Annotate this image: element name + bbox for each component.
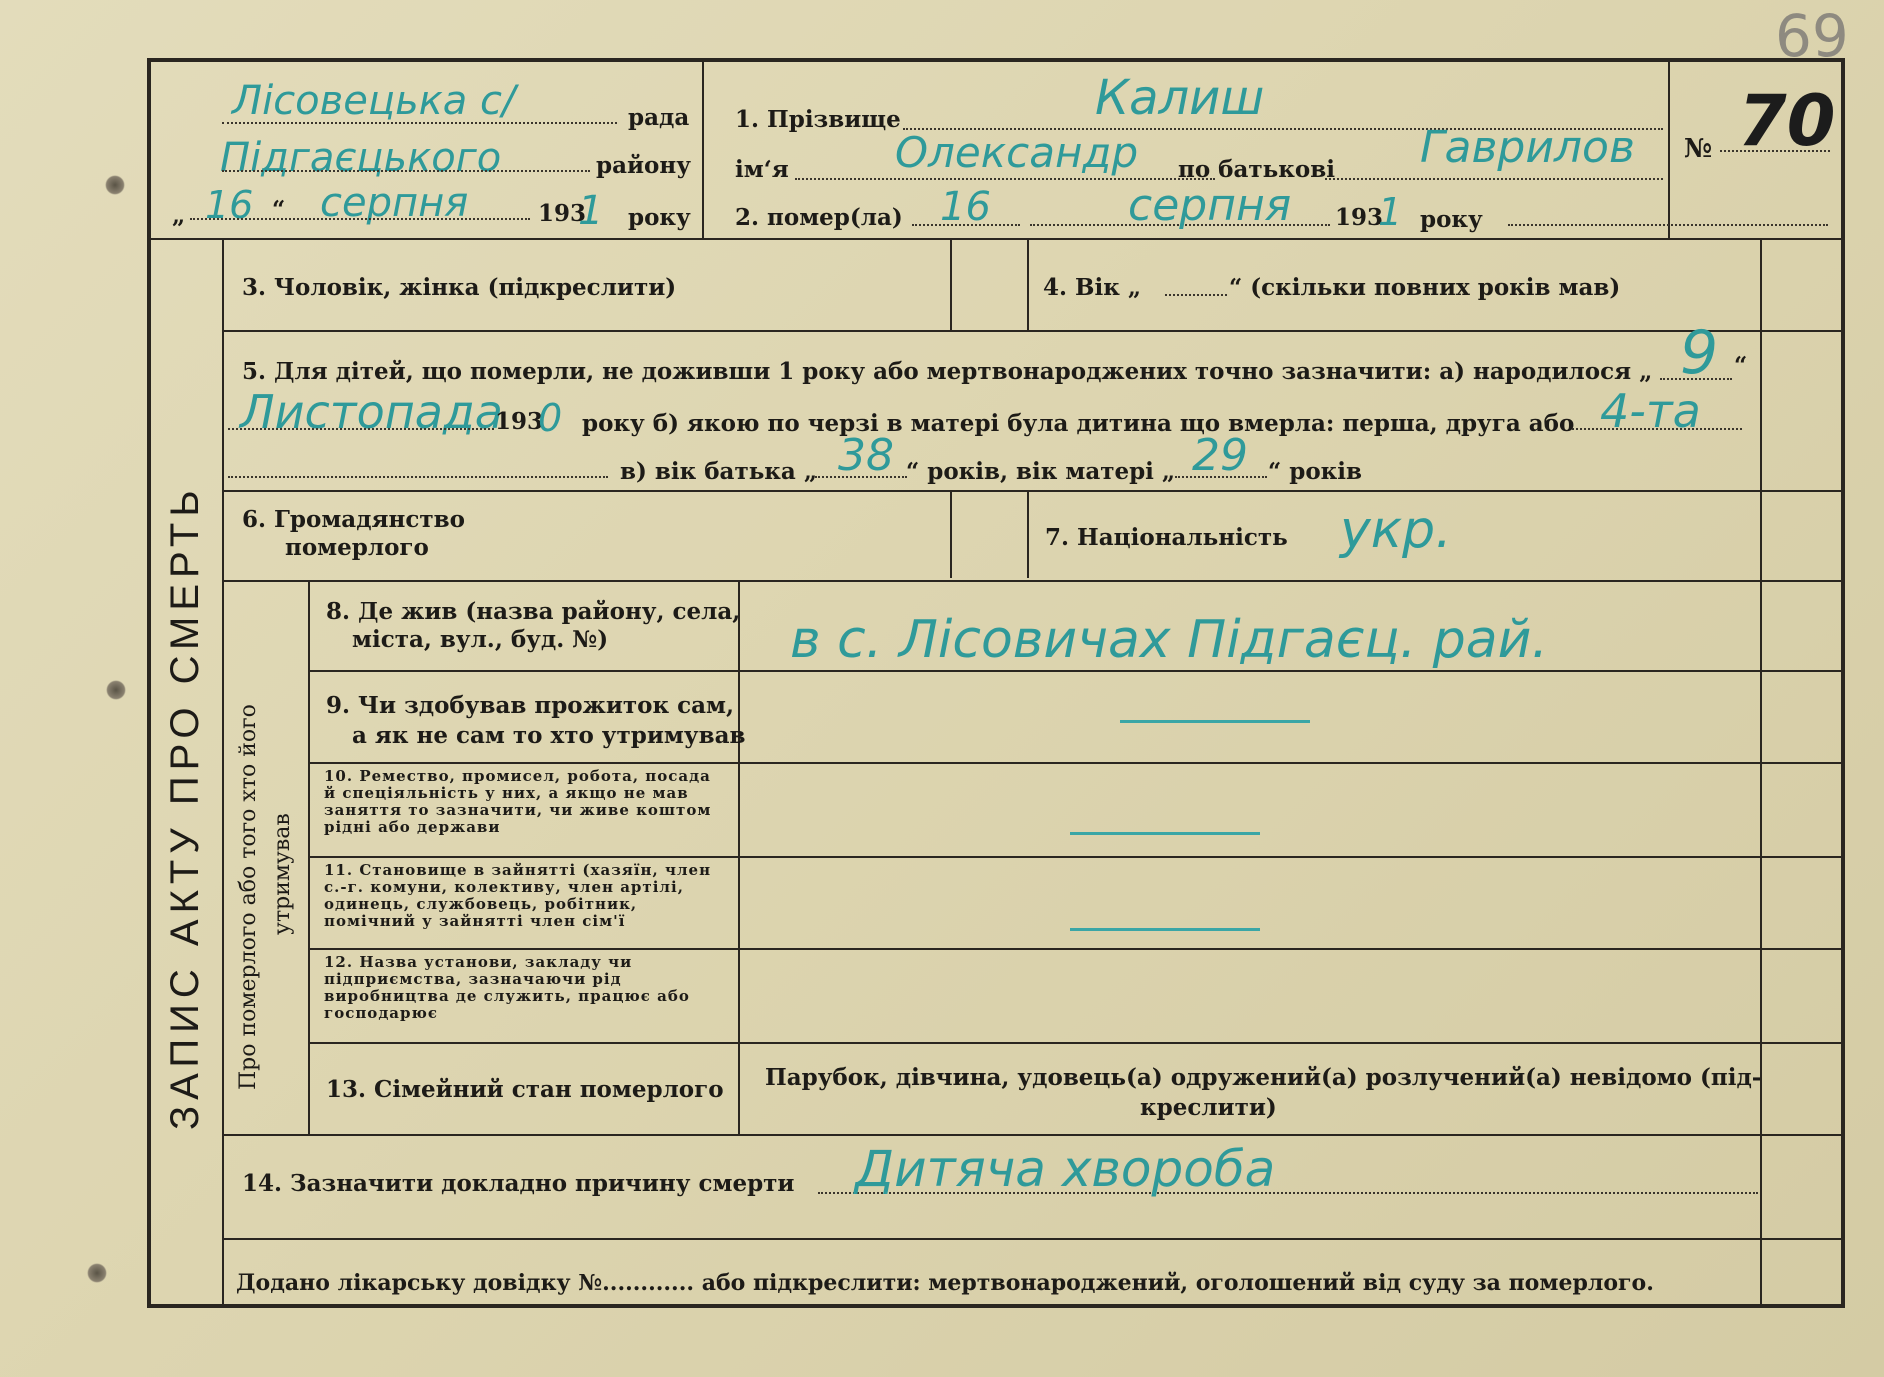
died-month-value: серпня bbox=[1128, 180, 1292, 231]
patronymic-line bbox=[1325, 178, 1663, 180]
row5-bottom-rule bbox=[224, 490, 1844, 492]
inner-left-border bbox=[222, 240, 224, 1306]
side-subtitle-2: утримував bbox=[270, 813, 295, 935]
birth-month-line bbox=[228, 428, 494, 430]
row10-bottom-rule bbox=[310, 856, 1844, 858]
patronymic-label: по батькові bbox=[1178, 156, 1335, 183]
age-tail: “ (скільки повних років мав) bbox=[1229, 274, 1621, 301]
father-age-value: 38 bbox=[838, 430, 894, 481]
birth-year-label: 193 bbox=[495, 408, 544, 435]
mother-age-tail: “ років bbox=[1268, 458, 1362, 485]
header-month-value: серпня bbox=[320, 180, 469, 226]
row3-bottom-rule bbox=[224, 330, 1844, 332]
row9-bottom-rule bbox=[310, 762, 1844, 764]
rada-value: Лісовецька с/ bbox=[232, 78, 516, 124]
header-bottom-rule bbox=[149, 238, 1843, 240]
form-side-title: ЗАПИС АКТУ ПРО СМЕРТЬ bbox=[163, 484, 207, 1130]
raion-line bbox=[222, 170, 590, 172]
number-box-divider bbox=[1668, 60, 1670, 238]
name-value: Олександр bbox=[895, 128, 1139, 177]
rada-label: рада bbox=[628, 104, 690, 131]
occupation-dash bbox=[1070, 832, 1260, 835]
punch-hole bbox=[106, 680, 126, 700]
livelihood-label-1: 9. Чи здобував прожиток сам, bbox=[326, 692, 735, 719]
inner-right-border bbox=[1760, 240, 1762, 1306]
surname-label: 1. Прізвище bbox=[735, 106, 901, 133]
subject-column-border bbox=[308, 582, 310, 1134]
nationality-value: укр. bbox=[1340, 500, 1452, 560]
header-roku-label: року bbox=[628, 204, 691, 231]
children-line-2: року б) якою по черзі в матері була дитина що вмерла: перша, друга або bbox=[582, 410, 1575, 437]
punch-hole bbox=[105, 175, 125, 195]
mother-age-label: “ років, вік матері „ bbox=[906, 458, 1176, 485]
livelihood-label-2: а як не сам то хто утримував bbox=[352, 722, 746, 749]
residence-label-2: міста, вул., буд. №) bbox=[352, 626, 609, 653]
employment-dash bbox=[1070, 928, 1260, 931]
citizenship-label-1: 6. Громадянство bbox=[242, 506, 465, 533]
institution-label: 12. Назва установи, закладу чи підприємства, зазначаючи рід виробництва де служить, працює або господарює bbox=[324, 953, 690, 1022]
punch-hole bbox=[87, 1263, 107, 1283]
livelihood-dash bbox=[1120, 720, 1310, 723]
marital-status-label: 13. Сімейний стан померлого bbox=[326, 1076, 724, 1103]
row6-bottom-rule bbox=[224, 580, 1844, 582]
side-subtitle-1: Про померлого або того хто його bbox=[236, 704, 261, 1090]
died-day-value: 16 bbox=[940, 184, 991, 230]
row13-bottom-rule bbox=[224, 1134, 1844, 1136]
died-year-label: 193 bbox=[1335, 204, 1384, 231]
employment-status-label: 11. Становище в зайнятті (хазяїн, член с.-г. комуни, колективу, член артілі, одинець, службовець, робітник, помічний у зайнятті член сім'ї bbox=[324, 861, 712, 930]
cause-of-death-label: 14. Зазначити докладно причину смерти bbox=[242, 1170, 795, 1197]
rada-line bbox=[222, 122, 617, 124]
row14-bottom-rule bbox=[224, 1238, 1844, 1240]
nationality-label: 7. Національність bbox=[1045, 524, 1288, 551]
residence-value: в с. Лісовичах Підгаєц. рай. bbox=[790, 610, 1548, 670]
record-number: 70 bbox=[1738, 80, 1836, 162]
date-quote-open: „ bbox=[172, 202, 186, 229]
row3-divider bbox=[950, 240, 952, 330]
mother-age-value: 29 bbox=[1192, 430, 1248, 481]
header-divider bbox=[702, 60, 704, 238]
header-year-digit: 1 bbox=[578, 188, 604, 234]
label-column-border bbox=[738, 582, 740, 1134]
age-label: 4. Вік „ bbox=[1043, 274, 1142, 301]
birth-month-value: Листопада bbox=[240, 385, 503, 439]
number-label: № bbox=[1684, 134, 1713, 164]
form-frame bbox=[147, 58, 1845, 1308]
date-quote-close: “ bbox=[272, 196, 286, 223]
children-line-1: 5. Для дітей, що померли, не доживши 1 року або мертвонароджених точно зазначити: а) народилося „ bbox=[242, 358, 1653, 385]
row8-bottom-rule bbox=[310, 670, 1844, 672]
patronymic-value: Гаврилов bbox=[1420, 122, 1635, 173]
surname-value: Калиш bbox=[1095, 70, 1265, 126]
birth-year-digit: 0 bbox=[538, 396, 563, 440]
row3-divider-2 bbox=[1027, 240, 1029, 330]
row6-divider bbox=[950, 492, 952, 578]
died-tail-line bbox=[1508, 224, 1828, 226]
age-line bbox=[1165, 294, 1227, 296]
marital-options-1: Парубок, дівчина, удовець(а) одружений(а) розлучений(а) невідомо (під- bbox=[765, 1064, 1762, 1091]
died-year-digit: 1 bbox=[1378, 190, 1403, 234]
row12-bottom-rule bbox=[310, 1042, 1844, 1044]
raion-label: району bbox=[596, 152, 691, 179]
marital-options-2: креслити) bbox=[1140, 1094, 1277, 1121]
birth-day-value: 9 bbox=[1680, 318, 1719, 388]
header-year-label: 193 bbox=[538, 200, 587, 227]
order-line-2 bbox=[228, 476, 608, 478]
archive-page-number: 69 bbox=[1775, 2, 1849, 70]
date-line bbox=[190, 218, 530, 220]
sex-label: 3. Чоловік, жінка (підкреслити) bbox=[242, 274, 677, 301]
row11-bottom-rule bbox=[310, 948, 1844, 950]
father-age-label: в) вік батька „ bbox=[620, 458, 818, 485]
occupation-label: 10. Ремество, промисел, робота, посада й спеціяльність у них, а якщо не мав заняття то зазначити, чи живе коштом рідні або держави bbox=[324, 767, 712, 836]
citizenship-label-2: померлого bbox=[285, 534, 429, 561]
raion-value: Підгаєцького bbox=[220, 135, 502, 181]
footer-note: Додано лікарську довідку №............ або підкреслити: мертвонароджений, оголошений від суду за померлого. bbox=[236, 1270, 1654, 1296]
died-label: 2. помер(ла) bbox=[735, 204, 903, 231]
name-label: ім‘я bbox=[735, 156, 789, 183]
birth-quote-close: “ bbox=[1734, 352, 1748, 379]
died-roku-label: року bbox=[1420, 206, 1483, 233]
child-order-value: 4-та bbox=[1600, 384, 1701, 438]
cause-of-death-value: Дитяча хвороба bbox=[855, 1140, 1276, 1198]
header-day-value: 16 bbox=[205, 183, 254, 227]
row6-divider-2 bbox=[1027, 492, 1029, 578]
residence-label-1: 8. Де жив (назва району, села, bbox=[326, 598, 741, 625]
